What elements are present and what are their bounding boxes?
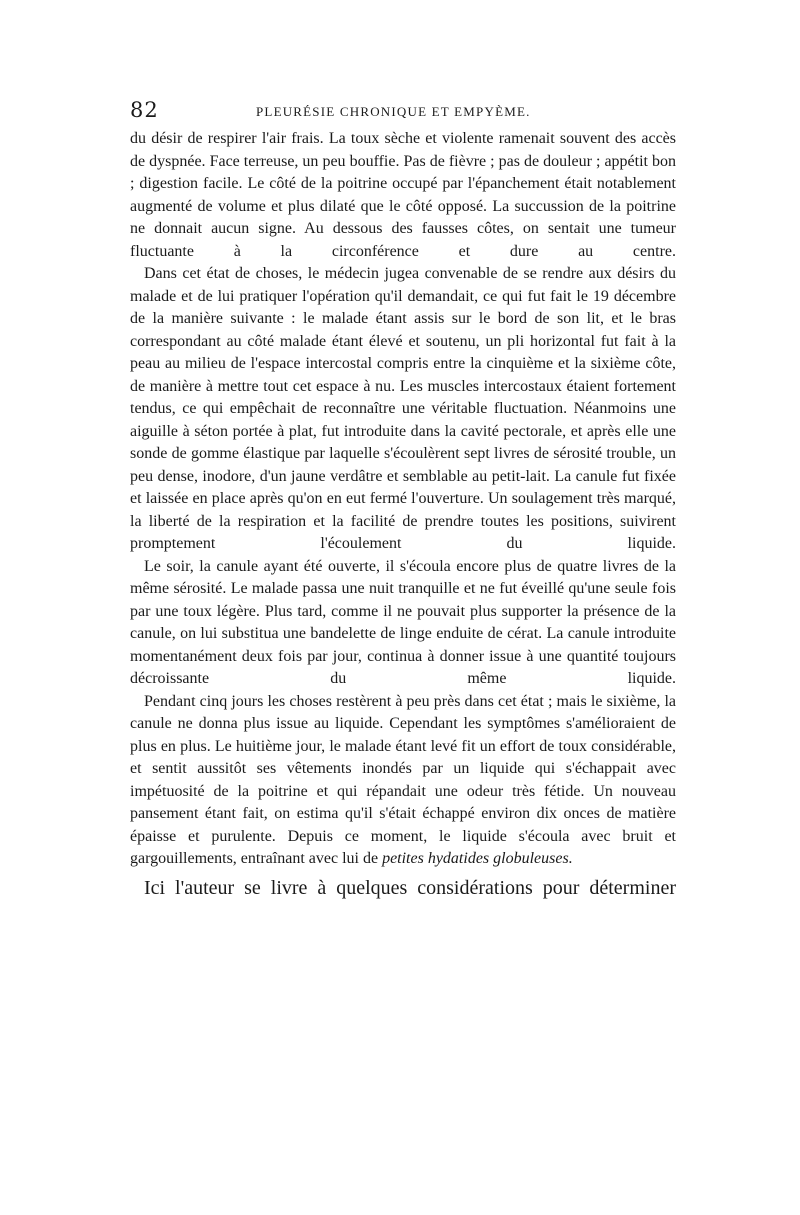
body-text (130, 128, 676, 921)
paragraph-3: Le soir, la canule ayant été ouverte, il s'écoula encore plus de quatre livres de la même sérosité. Le malade passa une nuit tranquille et ne fut éveillé qu'une seule fois par une toux légère. Plus tard, comme il ne pouvait plus supporter la présence de la canule, on lui substitua une bandelette de linge enduite de cérat. La canule introduite momentanément deux fois par jour, continua à donner issue à une quantité toujours décroissante du même liquide. (130, 557, 676, 687)
paragraph-4-text: Pendant cinq jours les choses restèrent à peu près dans cet état ; mais le sixième, la canule ne donna plus issue au liquide. Cependant les symptômes s'amélioraient de plus en plus. Le huitième jour, le malade étant levé fit un effort de toux considérable, et sentit aussitôt ses vêtements inondés par un liquide qui s'échappait avec impétuosité de la poitrine et qui répandait une odeur très fétide. Un nouveau pansement étant fait, on estima qu'il s'était échappé environ dix onces de matière épaisse et purulente. Depuis ce moment, le liquide s'écoula avec bruit et gargouillements, entraînant avec lui de (130, 692, 676, 867)
running-head: PLEURÉSIE CHRONIQUE ET EMPYÈME. (256, 104, 531, 119)
paragraph-4-italic-tail: petites hydatides globuleuses. (382, 850, 573, 867)
page-header (130, 94, 676, 124)
page-number: 82 (130, 98, 159, 122)
paragraph-1: du désir de respirer l'air frais. La toux sèche et violente ramenait souvent des accès de dyspnée. Face terreuse, un peu bouffie. Pas de fièvre ; pas de douleur ; appétit bon ; digestion facile. Le côté de la poitrine occupé par l'épanchement était notablement augmenté de volume et plus dilaté que le côté opposé. La succussion de la poitrine ne donnait aucun signe. Au dessous des fausses côtes, on sentait une tumeur fluctuante à la circonférence et dure au centre. (130, 130, 676, 260)
paragraph-2: Dans cet état de choses, le médecin jugea convenable de se rendre aux désirs du malade et de lui pratiquer l'opération qu'il demandait, ce qui fut fait le 19 décembre de la manière suivante : le malade étant assis sur le bord de son lit, et le bras correspondant au côté malade étant élevé et soutenu, un pli horizontal fut fait à la peau au milieu de l'espace intercostal compris entre la cinquième et la sixième côte, de manière à mettre tout cet espace à nu. Les muscles intercostaux étaient fortement tendus, ce qui empêchait de reconnaître une véritable fluctuation. Néanmoins une aiguille à séton portée à plat, fut introduite dans la cavité pectorale, et après elle une sonde de gomme élastique par laquelle s'écoulèrent sept livres de sérosité trouble, un peu dense, inodore, d'un jaune verdâtre et semblable au petit-lait. La canule fut fixée et laissée en place après qu'on en eut fermé l'ouverture. Un soulagement très marqué, la liberté de la respiration et la facilité de prendre toutes les positions, suivirent promptement l'écoulement du liquide. (130, 265, 676, 552)
paragraph-4 (130, 691, 676, 871)
closing-line: Ici l'auteur se livre à quelques considérations pour déterminer (144, 876, 676, 899)
